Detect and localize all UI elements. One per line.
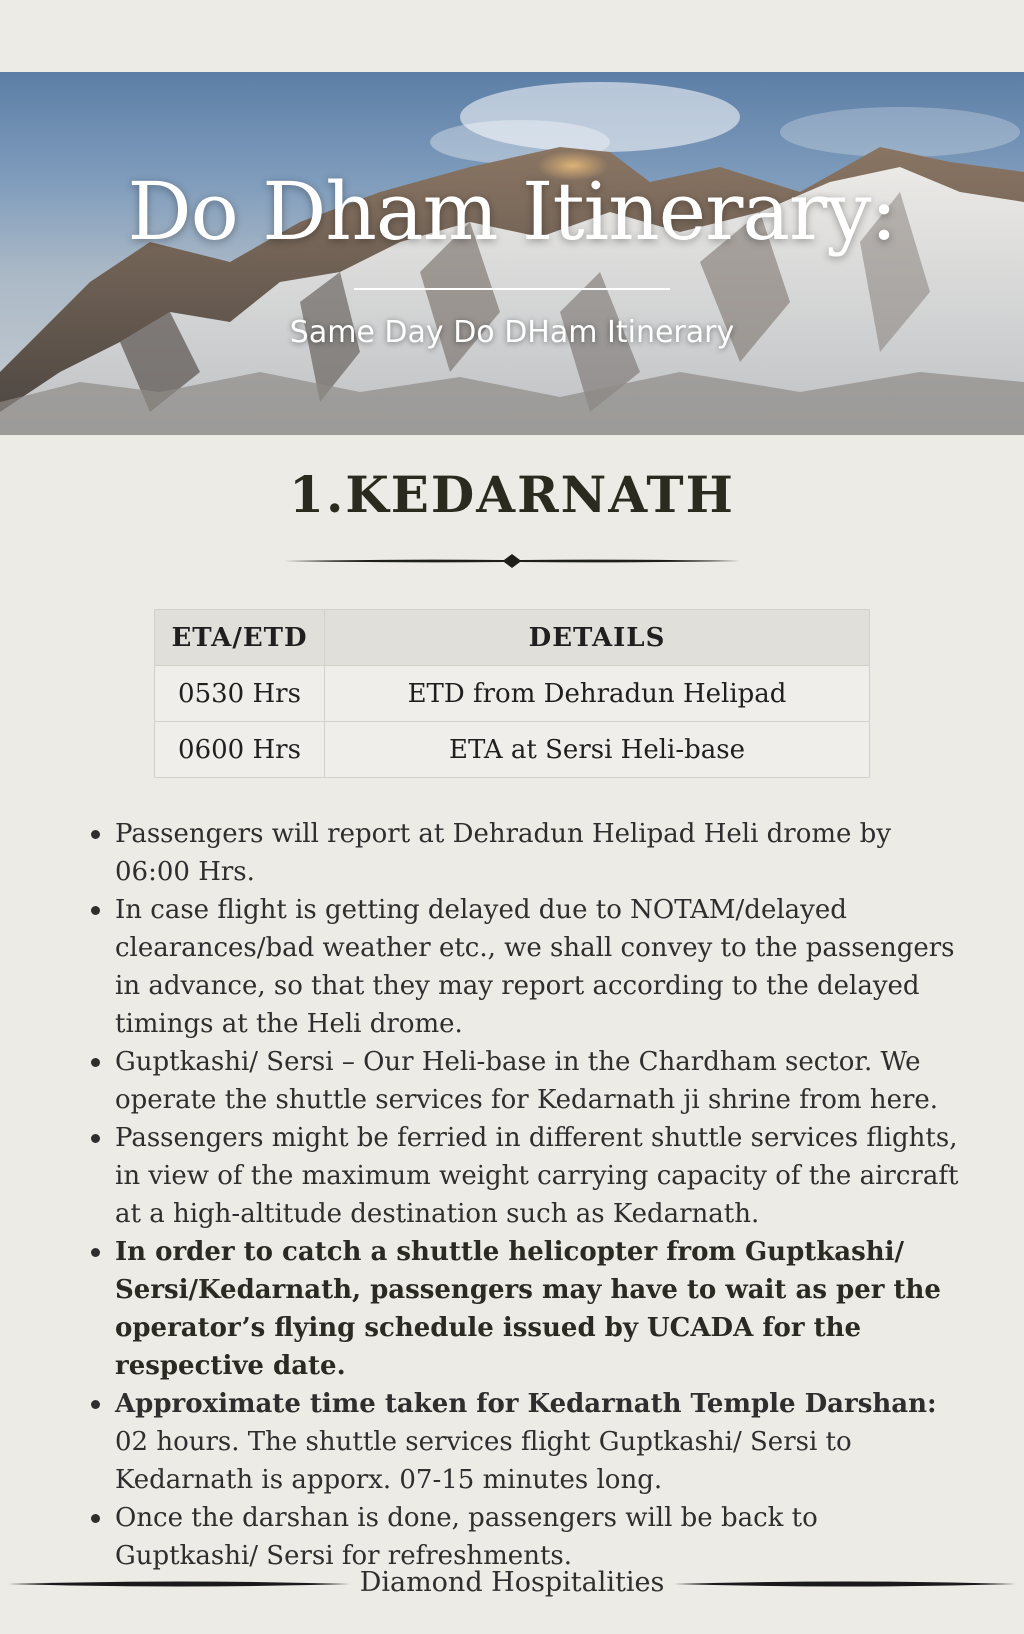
table-row — [155, 666, 870, 722]
notes-list — [115, 815, 960, 1575]
detail-cell: ETD from Dehradun Helipad — [325, 666, 870, 722]
heading-ornament — [284, 552, 740, 570]
list-item: Passengers might be ferried in different shuttle services flights, in view of the maximum weight carrying capacity of the aircraft at a high-altitude destination such as Kedarnath. — [115, 1119, 960, 1233]
list-item: In case flight is getting delayed due to NOTAM/delayed clearances/bad weather etc., we shall convey to the passengers in advance, so that they may report according to the delayed timings at the Heli drome. — [115, 891, 960, 1043]
column-header-details: DETAILS — [325, 610, 870, 666]
hero-banner — [0, 72, 1024, 435]
list-item: Guptkashi/ Sersi – Our Heli-base in the Chardham sector. We operate the shuttle services for Kedarnath ji shrine from here. — [115, 1043, 960, 1119]
column-header-eta-etd: ETA/ETD — [155, 610, 325, 666]
list-item: Passengers will report at Dehradun Helipad Heli drome by 06:00 Hrs. — [115, 815, 960, 891]
list-item: In order to catch a shuttle helicopter from Guptkashi/ Sersi/Kedarnath, passengers may have to wait as per the operator’s flying schedule issued by UCADA for the respective date. — [115, 1233, 960, 1385]
schedule-table — [154, 609, 870, 778]
footer-right-rule — [674, 1578, 1016, 1590]
table-row — [155, 722, 870, 778]
hero-title: Do Dham Itinerary: — [127, 165, 897, 258]
list-item — [115, 1385, 960, 1499]
time-cell: 0600 Hrs — [155, 722, 325, 778]
hero-divider — [354, 288, 670, 290]
list-item-text: 02 hours. The shuttle services flight Guptkashi/ Sersi to Kedarnath is apporx. 07-15 minutes long. — [115, 1427, 852, 1495]
section-heading: 1.KEDARNATH — [289, 465, 735, 524]
footer-brand: Diamond Hospitalities — [359, 1567, 665, 1598]
list-item-bold-lead: Approximate time taken for Kedarnath Temple Darshan: — [115, 1389, 937, 1419]
list-item: Once the darshan is done, passengers will be back to Guptkashi/ Sersi for refreshments. — [115, 1499, 960, 1575]
time-cell: 0530 Hrs — [155, 666, 325, 722]
detail-cell: ETA at Sersi Heli-base — [325, 722, 870, 778]
table-header-row — [155, 610, 870, 666]
hero-subtitle: Same Day Do DHam Itinerary — [289, 315, 735, 350]
